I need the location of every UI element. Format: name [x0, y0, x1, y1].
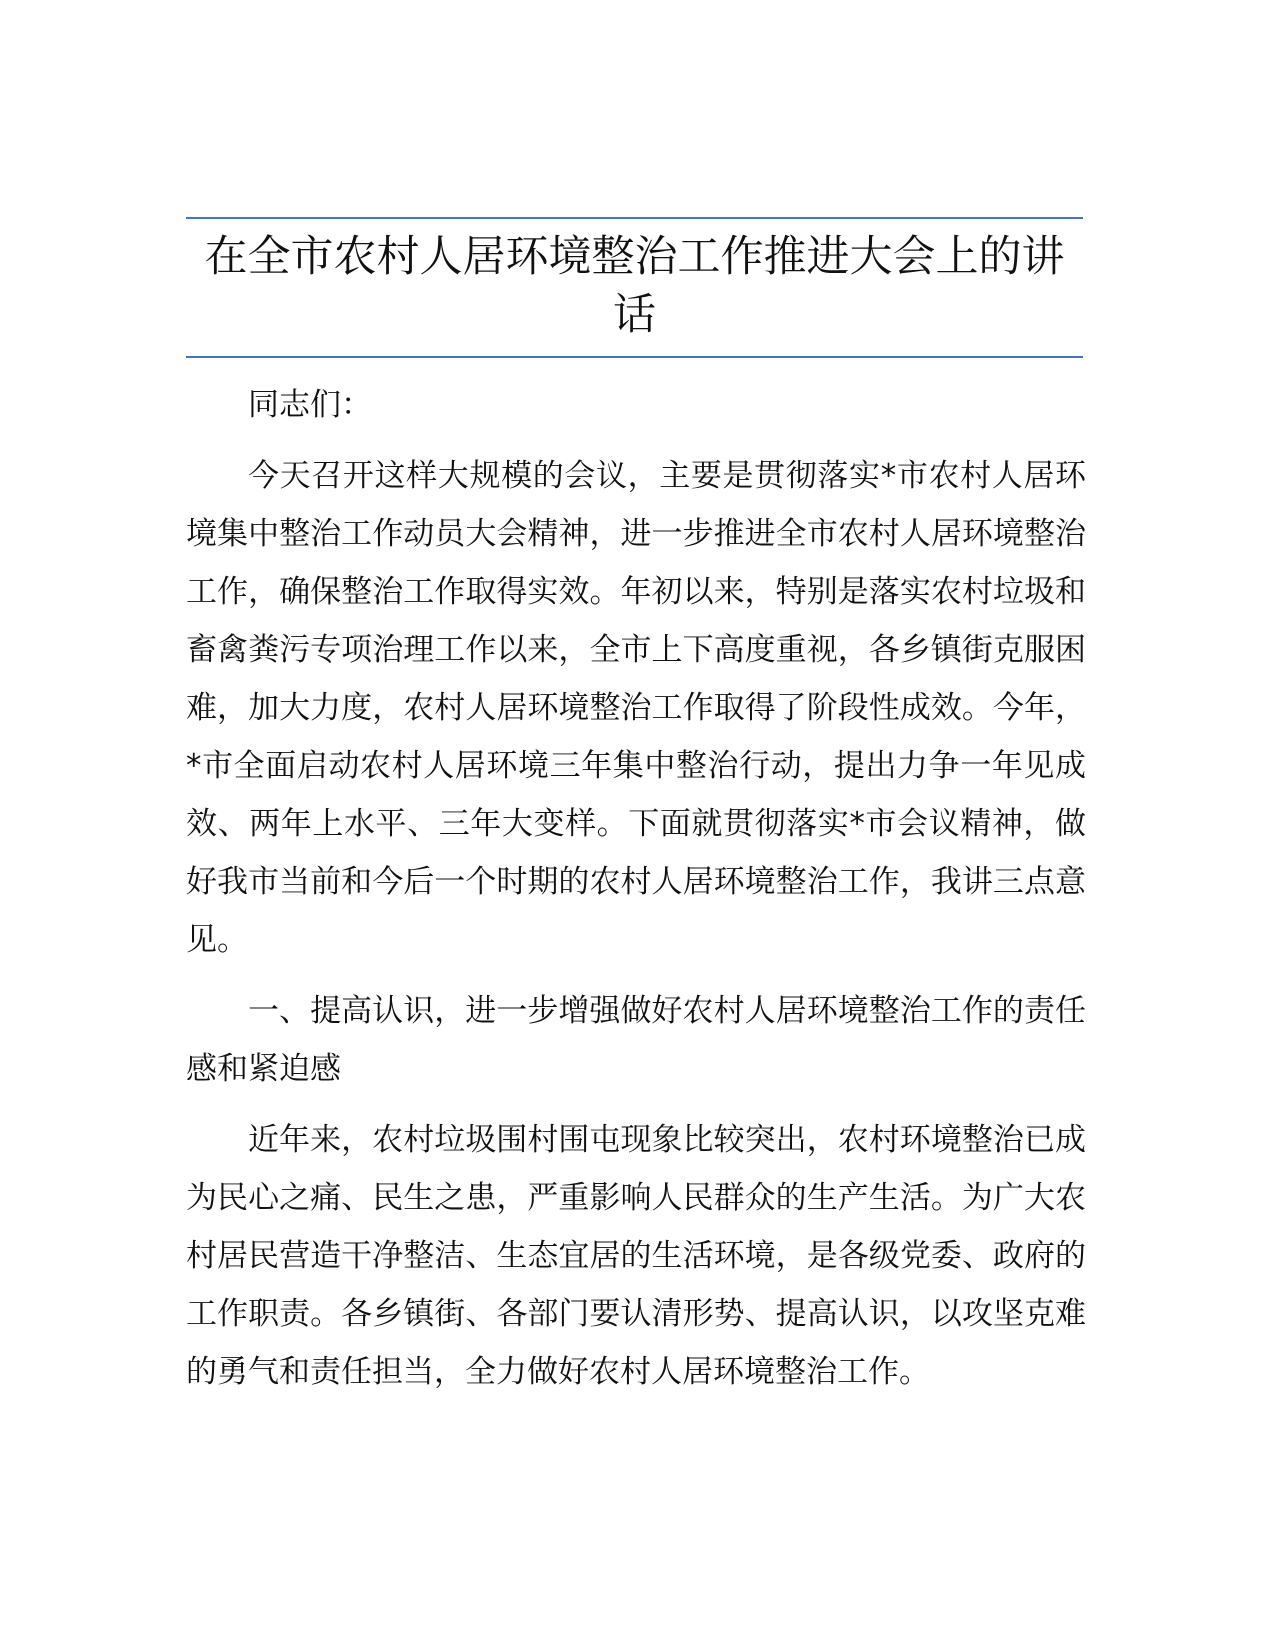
greeting: 同志们：: [248, 387, 372, 423]
paragraph-intro: 今天召开这样大规模的会议，主要是贯彻落实*市农村人居环境集中整治工作动员大会精神，进一步推进全市农村人居环境整治工作，确保整治工作取得实效。年初以来，特别是落实农村垃圾和畜禽粪污专项治理工作以来，全市上下高度重视，各乡镇街克服困难，加大力度，农村人居环境整治工作取得了阶段性成效。今年，*市全面启动农村人居环境三年集中整治行动，提出力争一年见成效、两年上水平、三年大变样。下面就贯彻落实*市会议精神，做好我市当前和今后一个时期的农村人居环境整治工作，我讲三点意见。: [186, 458, 1086, 958]
paragraph-section-1: 近年来，农村垃圾围村围屯现象比较突出，农村环境整治已成为民心之痛、民生之患，严重影响人民群众的生产生活。为广大农村居民营造干净整洁、生态宜居的生活环境，是各级党委、政府的工作职责。各乡镇街、各部门要认清形势、提高认识，以攻坚克难的勇气和责任担当，全力做好农村人居环境整治工作。: [186, 1122, 1086, 1390]
document-body: [186, 376, 1086, 1414]
title-bottom-rule: [186, 356, 1083, 358]
title-top-rule: [186, 217, 1083, 219]
document-title: 在全市农村人居环境整治工作推进大会上的讲话: [204, 232, 1065, 340]
section-heading-1: 一、提高认识，进一步增强做好农村人居环境整治工作的责任感和紧迫感: [186, 993, 1086, 1087]
